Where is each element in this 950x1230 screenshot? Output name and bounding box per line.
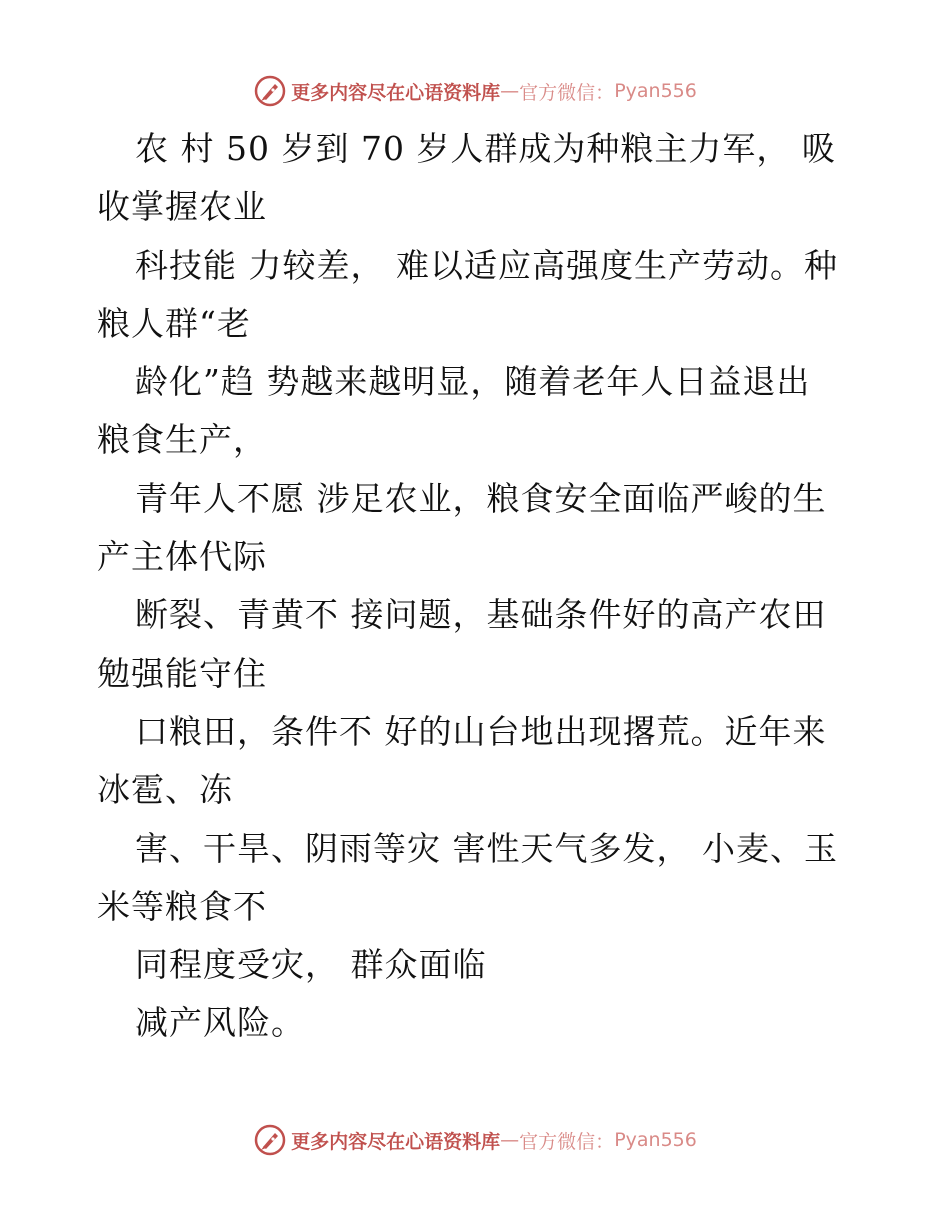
- header-watermark: [0, 74, 950, 108]
- text-line: 勉强能守住: [97, 653, 267, 693]
- watermark-label: 官方微信：: [519, 81, 615, 104]
- watermark-separator: —: [500, 1129, 520, 1151]
- text-line: 龄化”趋 势越来越明显，随着老年人日益退出: [135, 362, 811, 402]
- text-line: 科技能 力较差， 难以适应高强度生产劳动。种: [135, 245, 838, 285]
- document-body: [97, 120, 867, 1053]
- text-line: 口粮田，条件不 好的山台地出现撂荒。近年来: [135, 711, 827, 751]
- footer-watermark: [0, 1123, 950, 1157]
- pen-nib-logo-icon: [253, 74, 287, 108]
- text-line: 青年人不愿 涉足农业，粮食安全面临严峻的生: [135, 478, 827, 518]
- text-line: 冰雹、冻: [97, 770, 233, 810]
- watermark-handle: Pyan556: [614, 1129, 697, 1151]
- watermark-brand: 更多内容尽在心语资料库: [291, 81, 501, 104]
- text-line: 害、干旱、阴雨等灾 害性天气多发， 小麦、玉: [135, 828, 838, 868]
- text-line: 粮人群“老: [97, 303, 251, 343]
- watermark-brand: 更多内容尽在心语资料库: [291, 1130, 501, 1153]
- watermark-label: 官方微信：: [519, 1130, 615, 1153]
- text-line: 减产风险。: [135, 1003, 305, 1043]
- text-line: 粮食生产，: [97, 420, 267, 460]
- watermark-handle: Pyan556: [614, 80, 697, 102]
- text-line: 农 村 50 岁到 70 岁人群成为种粮主力军， 吸: [135, 129, 836, 168]
- text-line: 产主体代际: [97, 537, 267, 577]
- pen-nib-logo-icon: [253, 1123, 287, 1157]
- text-line: 米等粮食不: [97, 886, 267, 926]
- watermark-separator: —: [500, 80, 520, 102]
- text-line: 收掌握农业: [97, 187, 267, 227]
- text-line: 断裂、青黄不 接问题，基础条件好的高产农田: [135, 595, 827, 635]
- text-line: 同程度受灾， 群众面临: [135, 945, 487, 985]
